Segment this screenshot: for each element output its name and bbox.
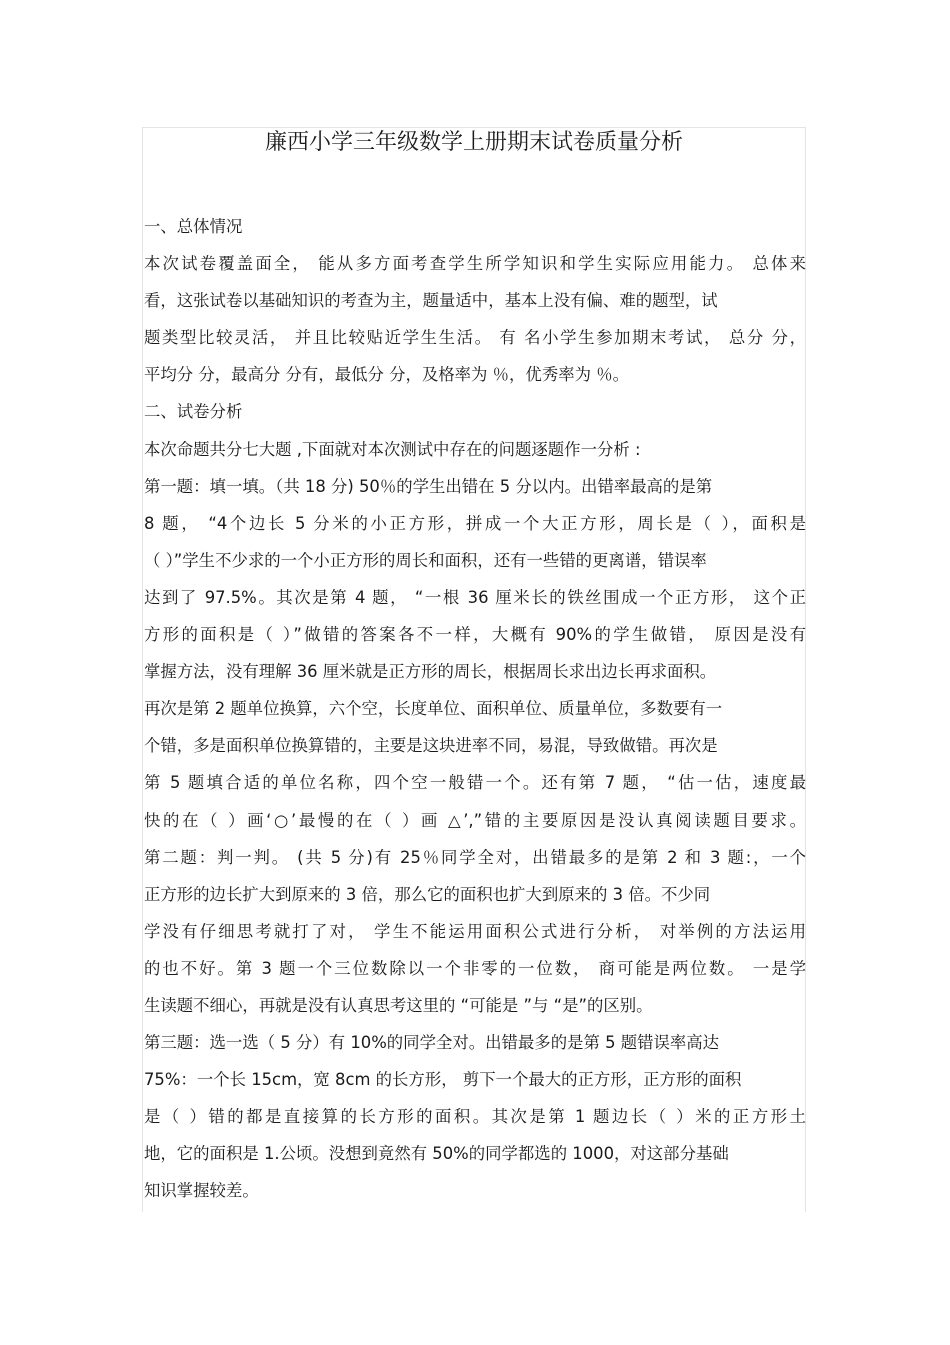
paragraph-line: 8 题， “4个边长 5 分米的小正方形，拼成一个大正方形，周长是（ ），面积是 bbox=[144, 513, 806, 533]
paragraph-line: 生读题不细心，再就是没有认真思考这里的 “可能是 ”与 “是”的区别。 bbox=[144, 995, 653, 1015]
paragraph-line: 地，它的面积是 1.公顷。没想到竟然有 50%的同学都选的 1000，对这部分基础 bbox=[144, 1144, 729, 1164]
paragraph-line: 题类型比较灵活， 并且比较贴近学生生活。 有 名小学生参加期末考试， 总分 分， bbox=[144, 328, 806, 348]
section-heading: 一、总体情况 bbox=[144, 217, 243, 236]
paragraph-line: 学没有仔细思考就打了对， 学生不能运用面积公式进行分析， 对举例的方法运用 bbox=[144, 921, 806, 941]
paragraph-line: 第三题：选一选（ 5 分）有 10%的同学全对。出错最多的是第 5 题错误率高达 bbox=[144, 1033, 720, 1053]
paragraph-line: （ ）”学生不少求的一个小正方形的周长和面积，还有一些错的更离谱，错误率 bbox=[144, 550, 707, 570]
paragraph-line: 个错，多是面积单位换算错的，主要是这块进率不同，易混，导致做错。再次是 bbox=[144, 736, 718, 756]
paragraph-line: 快的在（ ）画‘○’最慢的在（ ）画 △’,”错的主要原因是没认真阅读题目要求。 bbox=[144, 810, 806, 830]
paragraph-line: 的也不好。第 3 题一个三位数除以一个非零的一位数， 商可能是两位数。 一是学 bbox=[144, 958, 806, 978]
paragraph-line: 本次命题共分七大题 ,下面就对本次测试中存在的问题逐题作一分析 : bbox=[144, 439, 641, 459]
section-heading: 二、试卷分析 bbox=[144, 402, 243, 422]
paragraph-line: 第一题：填一填。（共 18 分) 50％的学生出错在 5 分以内。出错率最高的是第 bbox=[144, 476, 713, 496]
paragraph-line: 知识掌握较差。 bbox=[144, 1181, 259, 1201]
document-body bbox=[144, 208, 806, 1210]
paragraph-line: 看，这张试卷以基础知识的考查为主，题量适中，基本上没有偏、难的题型，试 bbox=[144, 291, 718, 311]
paragraph-line: 第二题：判一判。 (共 5 分)有 25％同学全对，出错最多的是第 2 和 3 题:，一个 bbox=[144, 847, 806, 867]
document-title bbox=[142, 128, 806, 158]
paragraph-line: 本次试卷覆盖面全， 能从多方面考查学生所学知识和学生实际应用能力。 总体来 bbox=[144, 254, 806, 274]
document-title-text: 廉西小学三年级数学上册期末试卷质量分析 bbox=[264, 130, 683, 155]
paragraph-line: 第 5 题填合适的单位名称，四个空一般错一个。还有第 7 题， “估一估，速度最 bbox=[144, 773, 806, 793]
paragraph-line: 达到了 97.5%。其次是第 4 题， “一根 36 厘米长的铁丝围成一个正方形， 这个正 bbox=[144, 587, 806, 607]
paragraph-line: 掌握方法，没有理解 36 厘米就是正方形的周长，根据周长求出边长再求面积。 bbox=[144, 662, 717, 682]
paragraph-line: 75%：一个长 15cm，宽 8cm 的长方形， 剪下一个最大的正方形，正方形的面积 bbox=[144, 1070, 742, 1090]
paragraph-line: 再次是第 2 题单位换算，六个空，长度单位、面积单位、质量单位，多数要有一 bbox=[144, 699, 723, 719]
paragraph-line: 平均分 分，最高分 分有，最低分 分，及格率为 ％，优秀率为 ％。 bbox=[144, 365, 629, 385]
paragraph-line: 方形的面积是（ ）”做错的答案各不一样，大概有 90%的学生做错， 原因是没有 bbox=[144, 625, 806, 645]
paragraph-line: 正方形的边长扩大到原来的 3 倍，那么它的面积也扩大到原来的 3 倍。不少同 bbox=[144, 884, 711, 904]
paragraph-line: 是（ ）错的都是直接算的长方形的面积。其次是第 1 题边长（ ）米的正方形土 bbox=[144, 1107, 806, 1127]
